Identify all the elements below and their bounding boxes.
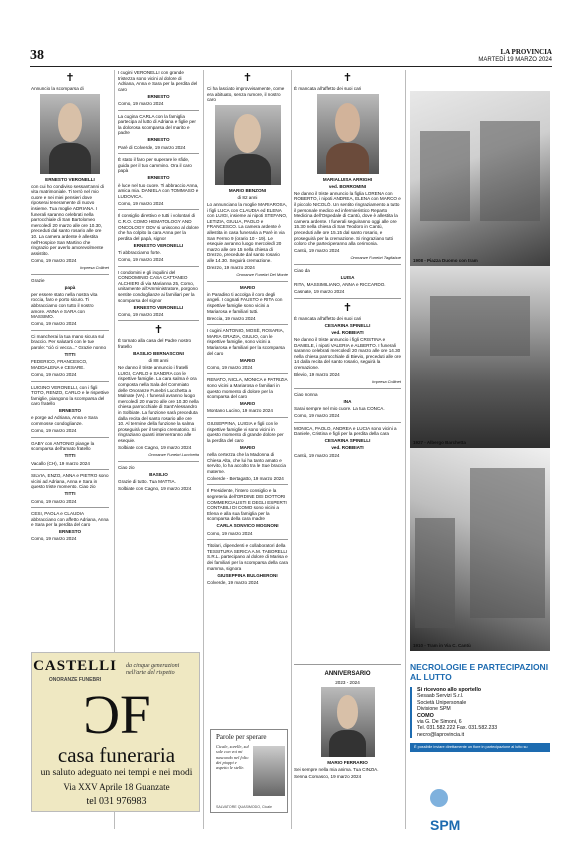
notice-name: ERNESTO VERONELLI [133, 242, 184, 248]
masthead [478, 49, 552, 64]
castelli-logo-icon: ϽF [83, 684, 151, 745]
column-divider [291, 70, 292, 829]
divider [31, 381, 109, 382]
spm-logo [430, 783, 480, 833]
ad-slogan: un saluto adeguato nei tempi e nei modi [40, 768, 193, 778]
divider [207, 417, 288, 418]
notice-date: Vacallo (CH), 19 marzo 2024 [31, 460, 90, 466]
notice-intro: Ciao da [294, 267, 310, 273]
notice-text: I condomini e gli inquilini del CONDOMINIO CASA CATTANEO ALCHIERI di via Marianna 25, Como, unitamente all'Amministratore, porgono sentite condoglianze ai familiari per la scomparsa del signor [118, 269, 198, 303]
notice-text: CESI, PAOLA e CLAUDIA abbracciano con affetto Adriana, Anna e Sara per la perdita del caro [31, 511, 109, 528]
page-number: 38 [30, 48, 44, 63]
cross-icon: ✝ [65, 72, 75, 84]
notice-date: Solbiate con Cagno, 19 marzo 2024 [118, 486, 192, 492]
necrologie-info-box [410, 662, 550, 833]
notice-name: ERNESTO [58, 408, 82, 414]
deceased-subname: ved. ROBBIATI [331, 329, 364, 335]
notice-intro: È mancata all'affetto dei suoi cari [294, 86, 362, 91]
notice-text: Il consiglio direttivo e tutti i volontari di C.R.O. COMO HEMATOLOGY AND ONCOLOGY ODV si uniscono al dolore che ha colpito la cara Anna per la perdita del papà, signor [118, 213, 199, 241]
notice-text: LUIGINO VERONELLI, con i figli TOTO, RENZO, CARLO e le rispettive famiglie, piangono la scomparsa del caro fratello [31, 384, 109, 407]
notice-text: e porge ad Adriana, Anna e Sara commosse condoglianze. [31, 415, 98, 427]
office-address: via G. De Simoni, 6 [417, 719, 462, 726]
notice-date: Blevio, 19 marzo 2024 [294, 372, 340, 378]
column-divider [203, 70, 204, 829]
notice-date: Solbiate con Cagno, 19 marzo 2024 [118, 445, 192, 451]
notice-text: La cugina CARLA con la famiglia partecipa al lutto di Adriana e figlie per la dolorosa scomparsa del marito e padre [118, 113, 196, 136]
column-1 [31, 70, 109, 648]
divider [118, 320, 199, 321]
anniversary-title: ANNIVERSARIO [324, 671, 371, 677]
notice-name: ERNESTO [147, 175, 170, 181]
notice-text: per essere stato nella nostra vita roccia, faro e porto sicuro. Ti abbracciamo con tutto il nostro amore. ANNA e SARA con MASSIMO. [31, 291, 98, 320]
divider [294, 264, 401, 265]
deceased-age: di 82 anni [237, 194, 258, 200]
office-phones: Tel. 031.582.222 Fax. 031.582.233 [417, 725, 498, 732]
illustration-image [253, 746, 285, 796]
notice-text: Grazie [31, 277, 45, 283]
notice-text: FEDERICO, FRANCESCO, MADDALENA e CESARE. [31, 359, 88, 370]
notice-date: Como, 19 marzo 2024 [31, 536, 77, 542]
notice-text: nella certezza che la Madonna di Chiesa Alta, che lui ha tanto amato e servito, lo ha accolto tra le Sue braccia materne. [207, 451, 286, 474]
funeral-home: Impresa Collinet [80, 265, 109, 270]
divider [294, 422, 401, 423]
office-email[interactable]: necro@laprovincia.it [417, 731, 465, 738]
box-title: Parole per sperare [216, 733, 267, 741]
notice-name: GIUSEPPINA BULGHERONI [217, 572, 278, 578]
notice-date: Como, 19 marzo 2024 [31, 257, 77, 263]
notice-text: Lo annunciano la moglie MARIAROSA, i figli LUCA con CLAUDIA ed ELENA con LUIGI, insieme ai nipoti STEFANO, LETIZIA, GIULIA, PAOLO e FRANCESCO. La camera ardente è allestita in casa funeraria a Parè in via San Fermo 9 (orario 10 - 19). Le esequie avranno luogo mercoledì 20 marzo alle ore 15 nella chiesa di Drezzo, precedute dal santo rosario alle 14.30. Seguirà cremazione. [207, 201, 288, 263]
notice-text: Sarai sempre nel mio cuore. La tua CONCA. [294, 406, 385, 411]
funeral-home: Onoranze Funebri Tagliabue [350, 255, 401, 261]
notice-name: ERNESTO [147, 93, 170, 99]
divider [31, 437, 109, 438]
deceased-name: CESARINA SPINELLI [324, 322, 371, 328]
notice-text: Ciao zio [118, 464, 135, 470]
notice-name: MARIO [239, 284, 256, 290]
divider [207, 539, 288, 540]
deceased-age: di 88 anni [148, 358, 169, 364]
office-city: COMO [417, 712, 434, 719]
funeral-home: Onoranze Funebri Del Monte [236, 272, 288, 278]
column-2 [118, 70, 199, 648]
cross-icon: ✝ [342, 301, 353, 314]
notice-name: MARIO [239, 357, 256, 363]
notice-text: Ne danno il triste annuncio i fratelli LUIGI, CARLO e SANDRA con le rispettive famiglie. La cara salma è ora composta nella Sala del Commiato delle Onoranze Funebri Lucchetta a Malnate (VA). I funerali avranno luogo mercoledì 20 marzo alle ore 10.30 nella chiesa parrocchiale di Sant'Alessandro in Solbiate. La funzione sarà preceduta dalla recita del santo rosario alle ore 10. Al termine della funzione la salma proseguirà per il tempio crematorio. Si ringraziano quanti interverranno alle esequie. [118, 365, 199, 443]
cross-icon: ✝ [242, 72, 253, 84]
notice-name: INA [343, 398, 352, 404]
photo-caption: 1927 - Albergo Barchetta [413, 440, 466, 445]
deceased-name: ERNESTO VERONELLI [45, 176, 95, 182]
notice-intro: Ciao nonna [294, 391, 318, 397]
notice-text: Ne danno il triste annuncio i figli CRISTINA e DANIELE, i nipoti VALERIA e ALBERTO. I funerali saranno celebrati mercoledì 20 marzo alle ore 14.30 nella chiesa parrocchiale di Bievio, preceduti alle ore 14 dalla recita del santo rosario, seguirà la cremazione. [294, 337, 401, 371]
spm-logo-icon [430, 789, 448, 807]
parole-per-sperare-box [210, 729, 288, 813]
deceased-subname: ved. BORROMINI [328, 183, 367, 189]
contact-intro: Si ricevono allo sportello [417, 687, 482, 693]
divider [207, 373, 288, 374]
notice-date: Como, 19 marzo 2024 [118, 200, 164, 206]
deceased-name: BASILIO BERNASCONI [133, 351, 184, 357]
notice-text: Grazie di tutto. Tua MATTIA. [118, 478, 176, 484]
notice-name: MARIO [239, 401, 256, 407]
divider [31, 274, 109, 275]
notice-name: CESARINA SPINELLI [324, 438, 371, 444]
notice-date: Senna Comasco, 19 marzo 2024 [294, 774, 362, 780]
notice-text: È stato il faro per superare le sfide, guida per il tuo cammino. Ora il caro papà [118, 157, 192, 174]
notice-name: ERNESTO VERONELLI [133, 304, 184, 310]
notice-text: Il Presidente, l'intero consiglio e la segreteria dell'ORDINE DEI DOTTORI COMMERCIALISTI E DEGLI ESPERTI CONTABILI DI COMO sono vicini a Elena e alla sua famiglia per la scomparsa della cara madre [207, 488, 287, 522]
divider [118, 209, 199, 210]
company-division: Divisione SPM [417, 706, 451, 713]
ad-tagline: da cinque generazioni nell'arte del rispetto [126, 663, 180, 676]
notice-date: Como, 19 marzo 2024 [31, 498, 77, 504]
notice-date: Como, 19 marzo 2024 [31, 321, 77, 327]
funeral-home: Impresa Collinet [372, 379, 401, 385]
paper-name: LA PROVINCIA [500, 48, 552, 56]
notice-name: BASILIO [149, 471, 168, 477]
ad-phone: tel 031 976983 [86, 796, 147, 807]
column-divider [405, 70, 406, 829]
company-type: Società Unipersonale [417, 699, 467, 706]
photo-piazza-duomo [410, 91, 550, 266]
notice-date: Breccia, 19 marzo 2024 [207, 315, 256, 321]
funeral-home: Onoranze Funebri Lucchetta [148, 452, 199, 458]
cross-icon: ✝ [153, 324, 164, 337]
deceased-name: MARIALUISA ARRIGHI [322, 176, 373, 182]
notice-text: Ti abbracciamo forte. [118, 249, 161, 255]
notice-text: MONICA, PAOLO, ANDREA e LUCIA sono vicini a Daniele, Cristina e figli per la perdita della cara [294, 425, 397, 437]
notice-name: ERNESTO [58, 529, 82, 535]
notice-name: CARLA SONVICO MOGNONI [216, 523, 279, 529]
historic-photos [410, 91, 550, 651]
issue-date: MARTEDÌ 19 MARZO 2024 [478, 57, 552, 63]
poem-quote: Cicale, sorelle, sul sole con voi mi nascondo nel folto dei pioppi e aspetto le stelle. [216, 744, 249, 771]
column-3 [207, 70, 288, 725]
poem-author: SALVATORE QUASIMODO, Cicale [216, 805, 273, 809]
divider [207, 484, 288, 485]
notice-date: Cantù, 19 marzo 2024 [294, 452, 340, 458]
notice-text: RITA, MASSIMILIANO, ANNA e RICCARDO. [294, 282, 386, 288]
portrait-photo [215, 105, 281, 185]
header-rule [30, 66, 552, 67]
notice-date: Montano Lucino, 19 marzo 2024 [207, 408, 273, 414]
notice-date: Colverde - Bertagatto, 19 marzo 2024 [207, 475, 284, 481]
notice-text: I cugini VERONELLI con grande tristezza sono vicini al dolore di Adriana, Anna e Sara per la perdita del caro [118, 70, 198, 92]
flower-note: È possibile inviare direttamente un fiore in partecipazione al lutto su [410, 743, 550, 752]
portrait-photo [40, 94, 100, 174]
divider [207, 324, 288, 325]
ad-brand-sub: ONORANZE FUNEBRI [48, 677, 102, 683]
notice-text: con cui ho condiviso sessant'anni di vita matrimoniale. Ti terrò nel mio cuore e nei miei pensieri dove riposerai teneramente di nuovo insieme. Tua moglie ADRIANA. I funerali saranno celebrati nella parrocchiale di San Bartolomeo mercoledì 20 marzo alle ore 10.30, preceduti dal santo rosario alle ore 10. La camera ardente è allestita nell'Hospice San Martino che ringrazio per averlo amorevolmente assistito. [31, 183, 104, 256]
notice-name: MARIO [239, 444, 256, 450]
divider [31, 507, 109, 508]
notice-date: Colverde, 19 marzo 2024 [207, 579, 259, 585]
ad-brand: CASTELLI [33, 658, 117, 674]
notice-date: Casnate, 19 marzo 2024 [294, 289, 345, 295]
divider [118, 266, 199, 267]
anniversary-notice [294, 664, 401, 814]
notice-text: SILVIA, ENZO, ANNA e PIETRO sono vicini ad Adriana, Anna e Sara in questo triste momento. Ciao zio [31, 473, 109, 490]
photo-caption: 1908 - Piazza Duomo con tram [413, 258, 478, 263]
box-title: NECROLOGIE E PARTECIPAZIONI AL LUTTO [410, 662, 549, 682]
column-4 [294, 70, 401, 652]
notice-intro: Ci ha lasciato improvvisamente, come era abituato, senza rumore, il nostro caro [207, 86, 285, 103]
ad-address: Via XXV Aprile 18 Guanzate [63, 782, 170, 792]
notice-text: RENATO, NICLA, MONICA e PATRIZIA sono vicini a Mariarosa e familiari in questo momento di dolore per la scomparsa del caro [207, 377, 288, 400]
deceased-name: MARIO FERRARIO [327, 760, 368, 766]
notice-text: in Paradiso ti accolga il coro degli angeli. I cognati FAUSTO e RITA con rispettive famiglie sono vicini a Mariarosa e familiari tutti. [207, 291, 283, 314]
spm-logo-text: SPM [430, 817, 461, 833]
divider [207, 281, 288, 282]
portrait-photo [321, 687, 375, 757]
notice-date: Como, 19 marzo 2024 [31, 428, 77, 434]
notice-text: è luce nel tuo cuore. Ti abbraccio Anna, amica mia. DANIELA con TOMMASO e LUDOVICA. [118, 182, 199, 199]
divider [118, 153, 199, 154]
divider [31, 330, 109, 331]
cross-icon: ✝ [342, 72, 353, 84]
notice-text: GABY con ANTONIO piange la scomparsa dell'amato fratello [31, 440, 95, 452]
notice-name: ERNESTO [147, 137, 170, 143]
notice-date: Drezzo, 19 marzo 2024 [207, 265, 255, 270]
notice-name: papà [64, 284, 76, 290]
ad-headline: casa funeraria [57, 743, 176, 767]
divider [294, 298, 401, 299]
divider [118, 461, 199, 462]
company-name: Sesaab Servizi S.r.l. [417, 693, 464, 700]
notice-date: Como, 19 marzo 2024 [118, 311, 164, 317]
notice-name: LUISA [340, 275, 355, 280]
notice-date: Cantù, 19 marzo 2024 [294, 248, 340, 254]
divider [31, 469, 109, 470]
portrait-photo [317, 94, 379, 174]
photo-caption: 1910 - Tram in Via C. Cantù [413, 643, 471, 648]
photo-albergo-barchetta [410, 266, 550, 448]
notice-date: Como, 19 marzo 2024 [294, 413, 340, 419]
anniversary-years: 2023 - 2024 [335, 679, 360, 685]
notice-text: I cugini ANTONIO, MOSÈ, ROSARIA, MARIA GRAZIA, GIULIO, con le rispettive famiglie, sono vicini a Mariarosa e familiari per la scomparsa del caro [207, 328, 285, 356]
divider [294, 388, 401, 389]
notice-date: Como, 19 marzo 2024 [118, 257, 164, 263]
notice-date: Como, 19 marzo 2024 [207, 364, 253, 370]
notice-text: GIUSEPPINA, LUIGIA e figli con le rispettive famiglie vi sono vicini in questo momento di grande dolore per la perdita del caro [207, 420, 284, 443]
notice-intro: È tornato alla casa del Padre nostro fratello [118, 338, 192, 349]
notice-text: Titolari, dipendenti e collaboratori della TESSITURA SERICA A.M. TABORELLI S.R.L. partecipano al dolore di Marisa e dei familiari per la scomparsa della cara mamma, signora [207, 543, 288, 571]
notice-name: TITTI [64, 352, 76, 358]
notice-name: TITTI [64, 491, 76, 497]
photo-tram-via-cantu [410, 448, 550, 651]
notice-name: TITTI [64, 453, 76, 459]
notice-text: Sei sempre nella mia anima. Tua CINZIA. [294, 767, 379, 773]
notice-date: Como, 19 marzo 2024 [207, 530, 253, 536]
notice-date: Como, 19 marzo 2024 [118, 100, 164, 106]
contact-block [410, 687, 550, 738]
divider [118, 110, 199, 111]
notice-date: Parè di Colverde, 19 marzo 2024 [118, 144, 186, 150]
castelli-ad [31, 652, 200, 812]
notice-intro: Annuncio la scomparsa di [31, 86, 84, 91]
notice-text: Ne danno il triste annuncio la figlia LORENA con ROBERTO, i nipoti ANDREA, ELENA con MARCO e il piccolo NICOLÒ. Un sentito ringraziamento a tutto il personale medico ed infermieristico Reparto Medicina dell'Ospedale di Cantù, dove è allestita la camera ardente. I funerali seguiranno oggi alle ore 15.30 nella chiesa di San Teodoro in Cantù, preceduti alle ore 15.15 dal santo rosario, e proseguirà per la cremazione. Si ringraziano tutti coloro che parteciperanno alla cerimonia. [294, 190, 401, 247]
notice-subname: ved. ROBBIATI [331, 445, 364, 451]
notice-text: Ci mancherai la tua mano sicura sul braccio. Per salutarti con le tue parole: "ciò ci vecca..." Grazie nonno [31, 333, 107, 351]
notice-date: Como, 19 marzo 2024 [31, 371, 77, 377]
notice-intro: È mancata all'affetto dei suoi cari [294, 315, 362, 321]
deceased-name: MARIO BENZONI [228, 187, 267, 193]
